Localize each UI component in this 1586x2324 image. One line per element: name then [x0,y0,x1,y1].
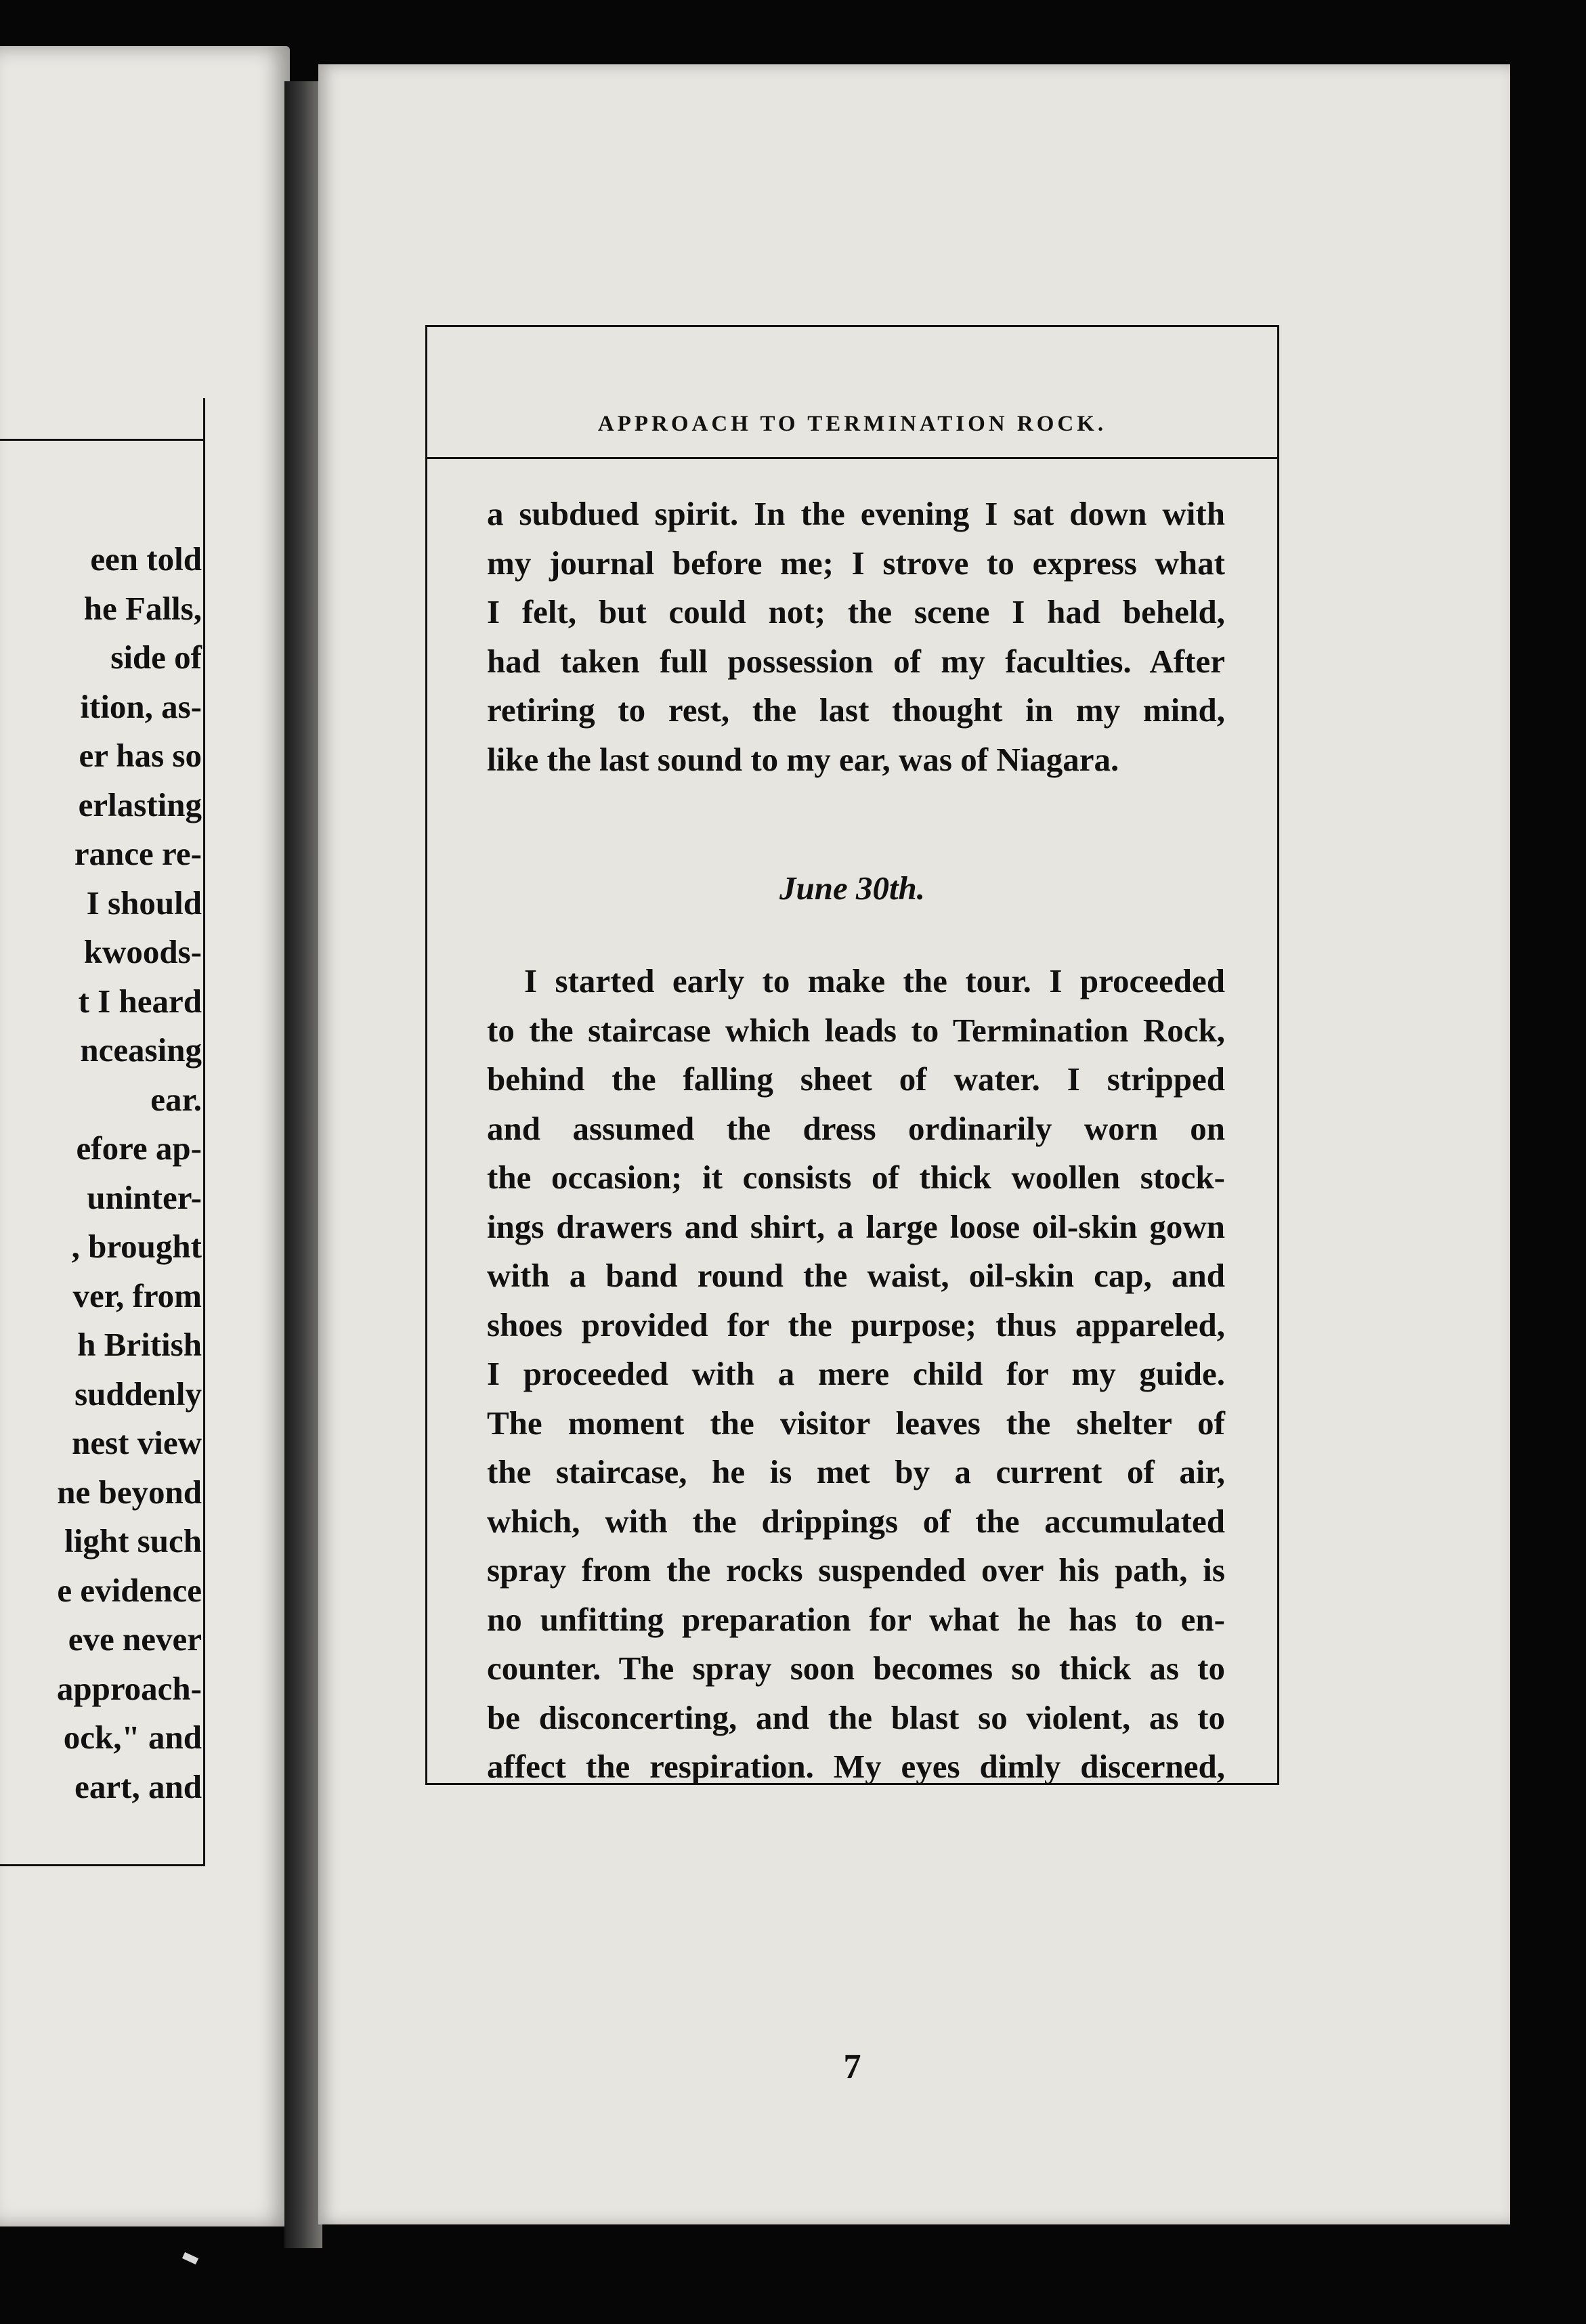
book-gutter [284,81,322,2248]
page-number: 7 [843,2048,861,2086]
text-line: with a band round the waist, oil-skin cap, and [487,1257,1225,1294]
left-line: e evidence [57,1571,202,1609]
left-line: light such [64,1522,202,1559]
left-line: eart, and [74,1767,202,1805]
paragraph-1 [487,490,1225,784]
left-line: ver, from [72,1276,202,1314]
text-line: a subdued spirit. In the evening I sat down with [487,495,1225,532]
text-line: no unfitting preparation for what he has to en- [487,1600,1225,1638]
left-line: ition, as- [80,687,202,725]
date-heading: June 30th. [779,869,926,907]
text-line: had taken full possession of my faculties. After [487,642,1225,680]
left-line: suddenly [74,1375,202,1413]
text-line: ings drawers and shirt, a large loose oil-skin gown [487,1207,1225,1245]
text-line: I felt, but could not; the scene I had beheld, [487,593,1225,630]
text-line: which, with the drippings of the accumulated [487,1502,1225,1540]
left-line: er has so [79,737,202,774]
left-line: t I heard [78,982,202,1020]
left-line: erlasting [78,786,202,823]
left-line: rance re- [74,835,202,872]
left-line: eve never [68,1620,202,1658]
page-frame [425,325,1279,2086]
left-page-text [57,535,202,1811]
text-line: be disconcerting, and the blast so violent, as to [487,1698,1225,1736]
current-page [318,64,1510,2224]
text-line: The moment the visitor leaves the shelter of [487,1404,1225,1442]
text-line: shoes provided for the purpose; thus appareled, [487,1306,1225,1343]
running-head: APPROACH TO TERMINATION ROCK. [597,412,1107,436]
text-line: and assumed the dress ordinarily worn on [487,1109,1225,1147]
left-line: ne beyond [57,1473,202,1511]
text-line: spray from the rocks suspended over his path, is [487,1551,1225,1589]
text-line: the staircase, he is met by a current of air, [487,1453,1225,1490]
left-line: I should [86,884,202,922]
text-line: like the last sound to my ear, was of Niagara. [487,740,1119,778]
left-line: side of [110,639,202,676]
text-line: behind the falling sheet of water. I stripped [487,1060,1225,1098]
left-line: nceasing [80,1031,202,1069]
text-line: affect the respiration. My eyes dimly discerned, [487,1748,1225,1785]
left-line: kwoods- [83,933,202,970]
paragraph-2 [487,957,1225,1792]
text-line: I started early to make the tour. I proceeded [524,962,1225,999]
previous-page [0,46,290,2226]
left-line: een told [90,540,202,578]
text-line: counter. The spray soon becomes so thick as to [487,1650,1225,1687]
text-line: my journal before me; I strove to express what [487,544,1225,582]
left-line: nest view [72,1424,202,1461]
running-head-rule [427,457,1277,459]
text-line: to the staircase which leads to Termination Rock, [487,1011,1225,1049]
left-line: , brought [71,1228,202,1265]
left-line: ock," and [63,1719,202,1756]
left-line: approach- [56,1669,202,1707]
scan-speck [182,2252,198,2264]
left-line: uninter- [87,1178,202,1216]
left-line: ear. [150,1080,202,1118]
left-line: efore ap- [76,1129,202,1167]
text-line: retiring to rest, the last thought in my mind, [487,691,1225,729]
left-line: h British [77,1326,202,1363]
text-line: I proceeded with a mere child for my guide. [487,1355,1225,1392]
left-line: he Falls, [83,589,202,627]
text-line: the occasion; it consists of thick woollen stock- [487,1159,1225,1196]
